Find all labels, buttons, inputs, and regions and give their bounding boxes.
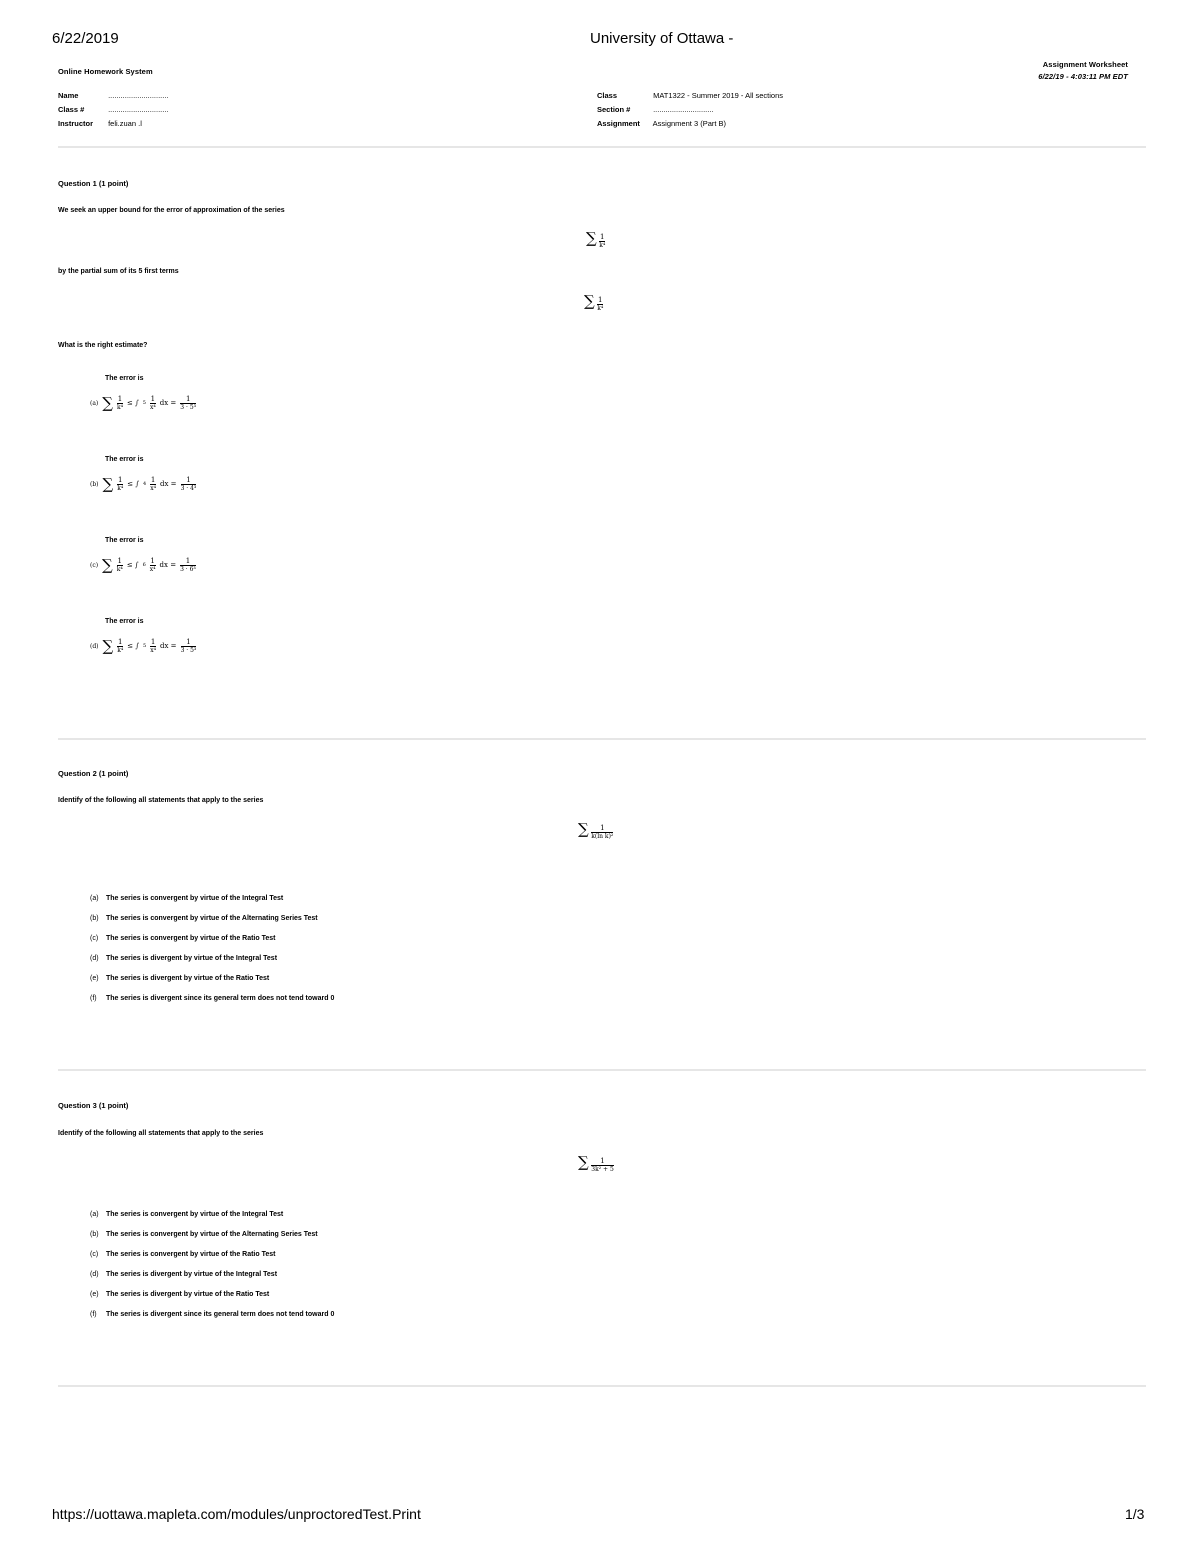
q3-option-b[interactable]: (b) The series is convergent by virtue of the Alternating Series Test	[90, 1231, 318, 1238]
q1-option-a[interactable]: The error is (a) ∑ $\frac{1}{\text{k⁴}}$ ≤ ∫ 5 $\frac{1}{\text{x⁴}}$ dx = $\frac{1}{\text{3 · 5³}}$	[90, 375, 197, 412]
q2-option-e[interactable]: (e) The series is divergent by virtue of the Ratio Test	[90, 975, 270, 982]
sigma-icon: ∑	[102, 637, 114, 655]
q1-option-d[interactable]: The error is (d) ∑ $\frac{1}{\text{k⁴}}$ ≤ ∫ 5 $\frac{1}{\text{x⁴}}$ dx = $\frac{1}{\text{3 · 5³}}$	[90, 618, 197, 655]
info-instructor-row: Instructor feli.zuan .l	[58, 119, 142, 128]
q1-series: ∑ $\frac{1}{\text{k⁴}}$	[586, 229, 606, 249]
sigma-icon: ∑	[102, 394, 113, 412]
worksheet-date: 6/22/19 - 4:03:11 PM EDT	[1038, 72, 1128, 81]
page-number: 1/3	[1125, 1506, 1145, 1522]
q1-partial-sum: ∑ $\frac{1}{\text{k⁴}}$	[584, 292, 604, 312]
q3-option-a[interactable]: (a) The series is convergent by virtue of the Integral Test	[90, 1211, 284, 1218]
worksheet-title: Assignment Worksheet	[1042, 60, 1128, 69]
system-name: Online Homework System	[58, 67, 153, 76]
q2-option-a[interactable]: (a) The series is convergent by virtue of the Integral Test	[90, 895, 284, 902]
info-class-name-row: Class MAT1322 - Summer 2019 - All sections	[597, 91, 784, 100]
q3-option-c[interactable]: (c) The series is convergent by virtue of the Ratio Test	[90, 1251, 276, 1258]
info-right	[597, 91, 783, 133]
q1-option-c[interactable]: The error is (c) ∑ $\frac{1}{\text{k⁴}}$ ≤ ∫ 6 $\frac{1}{\text{x⁴}}$ dx = $\frac{1}{\text{3 · 6³}}$	[90, 537, 196, 574]
q3-divider	[58, 1385, 1146, 1387]
q3-options	[90, 1211, 334, 1331]
sigma-icon: ∑	[578, 1153, 589, 1171]
q2-options	[90, 895, 334, 1015]
q1-prompt: We seek an upper bound for the error of approximation of the series	[58, 207, 285, 214]
sigma-icon: ∑	[102, 556, 113, 574]
print-title: University of Ottawa -	[590, 30, 734, 47]
q3-prompt: Identify of the following all statements that apply to the series	[58, 1130, 264, 1137]
header-divider	[58, 146, 1146, 148]
print-url: https://uottawa.mapleta.com/modules/unproctoredTest.Print	[52, 1506, 421, 1522]
q2-series: ∑ $\frac{1}{\text{k(ln k)²}}$	[578, 820, 614, 840]
sigma-icon: ∑	[578, 820, 589, 838]
q3-title: Question 3 (1 point)	[58, 1101, 129, 1110]
q2-option-c[interactable]: (c) The series is convergent by virtue of the Ratio Test	[90, 935, 276, 942]
q3-option-e[interactable]: (e) The series is divergent by virtue of the Ratio Test	[90, 1291, 270, 1298]
q1-title: Question 1 (1 point)	[58, 179, 129, 188]
q2-option-b[interactable]: (b) The series is convergent by virtue of the Alternating Series Test	[90, 915, 318, 922]
q3-series: ∑ $\frac{1}{\text{3k² + 5}}$	[578, 1153, 614, 1173]
q1-ask: What is the right estimate?	[58, 342, 148, 349]
sigma-icon: ∑	[102, 475, 114, 493]
sigma-icon: ∑	[584, 292, 595, 310]
info-section-row: Section # .............................	[597, 105, 714, 114]
q2-option-d[interactable]: (d) The series is divergent by virtue of the Integral Test	[90, 955, 278, 962]
q1-option-b[interactable]: The error is (b) ∑ $\frac{1}{\text{k⁴}}$ ≤ ∫ 4 $\frac{1}{\text{x⁴}}$ dx = $\frac{1}{\text{3 · 4³}}$	[90, 456, 197, 493]
q2-option-f[interactable]: (f) The series is divergent since its general term does not tend toward 0	[90, 995, 335, 1002]
sigma-icon: ∑	[586, 229, 597, 247]
q1-partial-text: by the partial sum of its 5 first terms	[58, 268, 179, 275]
info-class-row: Class # .............................	[58, 105, 169, 114]
info-left	[58, 91, 169, 133]
q3-option-d[interactable]: (d) The series is divergent by virtue of the Integral Test	[90, 1271, 278, 1278]
print-date: 6/22/2019	[52, 30, 119, 47]
q2-title: Question 2 (1 point)	[58, 769, 129, 778]
q1-divider	[58, 738, 1146, 740]
info-assignment-row: Assignment Assignment 3 (Part B)	[597, 119, 727, 128]
q3-option-f[interactable]: (f) The series is divergent since its general term does not tend toward 0	[90, 1311, 335, 1318]
q2-prompt: Identify of the following all statements that apply to the series	[58, 797, 264, 804]
info-name-row: Name .............................	[58, 91, 169, 100]
q2-divider	[58, 1069, 1146, 1071]
